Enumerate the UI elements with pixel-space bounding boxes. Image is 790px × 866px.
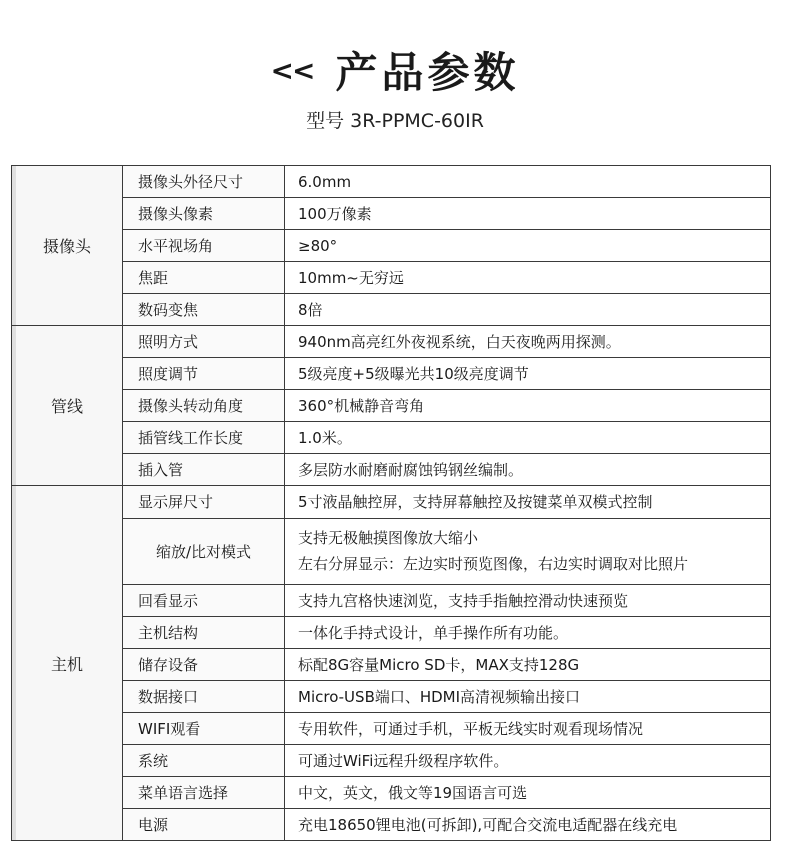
table-row [12,776,771,808]
param-value: 940nm高亮红外夜视系统，白天夜晚两用探测。 [285,326,771,358]
param-value: 10mm~无穷远 [285,262,771,294]
table-row [12,422,771,454]
table-row [12,390,771,422]
table-row [12,518,771,584]
title-row [0,40,790,100]
param-label: 回看显示 [123,584,285,616]
table-row [12,486,771,518]
param-value: 5寸液晶触控屏，支持屏幕触控及按键菜单双模式控制 [285,486,771,518]
table-row [12,808,771,840]
param-label: 焦距 [123,262,285,294]
param-value: 中文，英文，俄文等19国语言可选 [285,776,771,808]
param-label: 储存设备 [123,648,285,680]
param-value-line: 左右分屏显示：左边实时预览图像，右边实时调取对比照片 [298,555,689,574]
table-row [12,744,771,776]
table-row [12,584,771,616]
param-value: 1.0米。 [285,422,771,454]
param-value: ≥80° [285,230,771,262]
param-label: 插入管 [123,454,285,486]
table-row [12,712,771,744]
param-label: 缩放/比对模式 [123,518,285,584]
table-row [12,648,771,680]
param-label: 摄像头外径尺寸 [123,166,285,198]
table-row [12,454,771,486]
param-value: 5级亮度+5级曝光共10级亮度调节 [285,358,771,390]
param-value: 支持九宫格快速浏览，支持手指触控滑动快速预览 [285,584,771,616]
param-value: 多层防水耐磨耐腐蚀钨钢丝编制。 [285,454,771,486]
param-value: 100万像素 [285,198,771,230]
table-row [12,326,771,358]
param-label: 系统 [123,744,285,776]
table-row [12,358,771,390]
table-row [12,616,771,648]
category-tube: 管线 [12,326,123,486]
category-host: 主机 [12,486,123,841]
param-label: 摄像头转动角度 [123,390,285,422]
page-header [0,0,790,150]
double-chevron-icon: << [270,53,314,87]
table-row [12,230,771,262]
table-row [12,166,771,198]
param-label: 数据接口 [123,680,285,712]
param-label: 插管线工作长度 [123,422,285,454]
param-value: 6.0mm [285,166,771,198]
table-row [12,198,771,230]
param-value: 充电18650锂电池(可拆卸),可配合交流电适配器在线充电 [285,808,771,840]
param-label: 菜单语言选择 [123,776,285,808]
param-value: 360°机械静音弯角 [285,390,771,422]
page-title: 产品参数 [335,48,520,97]
param-value: 可通过WiFi远程升级程序软件。 [285,744,771,776]
param-value: 标配8G容量Micro SD卡，MAX支持128G [285,648,771,680]
table-row [12,680,771,712]
spec-table [11,165,771,841]
param-label: 主机结构 [123,616,285,648]
param-label: WIFI观看 [123,712,285,744]
param-label: 电源 [123,808,285,840]
table-row [12,262,771,294]
param-value: Micro-USB端口、HDMI高清视频输出接口 [285,680,771,712]
param-label: 摄像头像素 [123,198,285,230]
param-label: 照度调节 [123,358,285,390]
param-value: 一体化手持式设计，单手操作所有功能。 [285,616,771,648]
model-subtitle: 型号 3R-PPMC-60IR [306,110,484,132]
category-camera: 摄像头 [12,166,123,326]
param-value-line: 支持无极触摸图像放大缩小 [298,529,479,548]
param-value: 专用软件，可通过手机，平板无线实时观看现场情况 [285,712,771,744]
param-value: 8倍 [285,294,771,326]
param-label: 显示屏尺寸 [123,486,285,518]
param-label: 数码变焦 [123,294,285,326]
param-value-multiline [285,518,771,584]
param-label: 照明方式 [123,326,285,358]
table-row [12,294,771,326]
param-label: 水平视场角 [123,230,285,262]
